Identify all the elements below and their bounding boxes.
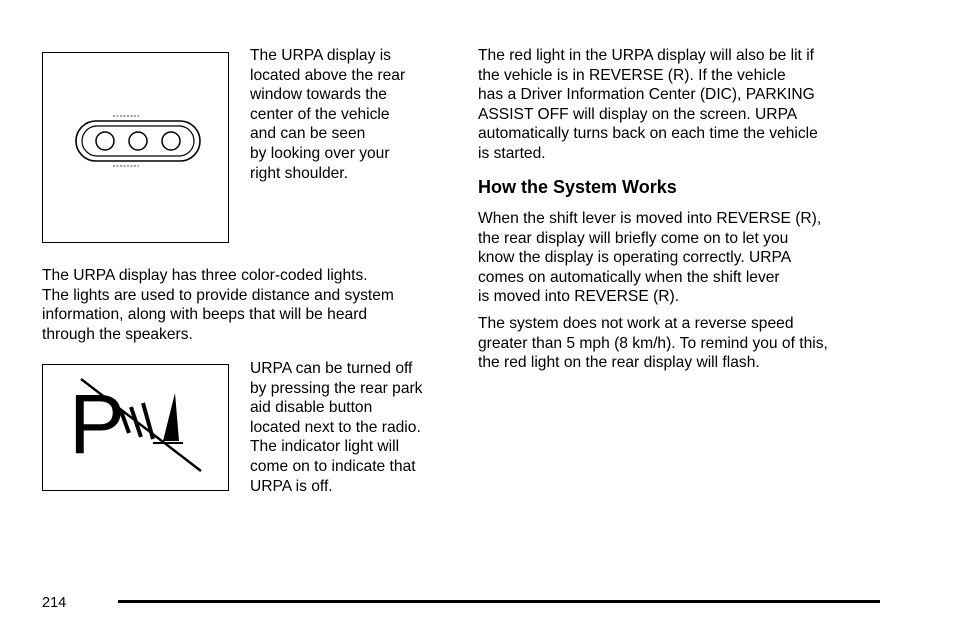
urpa-location-text: The URPA display is located above the rear window towards the center of the vehicle and can be seen by looking over your right shoulder. — [250, 47, 406, 182]
urpa-display-icon — [43, 53, 227, 241]
red-light-text: The red light in the URPA display will also be lit if the vehicle is in REVERSE (R). If the vehicle has a Driver Information Center (DIC), PARKING ASSIST OFF will display on the screen. URPA automatically turns back on each time the vehicle is started. — [478, 47, 818, 162]
speed-limit-text: The system does not work at a reverse speed greater than 5 mph (8 km/h). To remind you of this, the red light on the rear display will flash. — [478, 315, 828, 372]
system-works-text: When the shift lever is moved into REVERSE (R), the rear display will briefly come on to let you know the display is operating correctly. URPA comes on automatically when the shift lever is moved into REVERSE (R). — [478, 210, 822, 306]
park-aid-off-figure — [42, 364, 229, 491]
section-heading: How the System Works — [478, 177, 677, 197]
footer-rule — [118, 600, 880, 603]
urpa-lights-text: The URPA display has three color-coded lights. The lights are used to provide distance and system information, along with beeps that will be heard through the speakers. — [42, 267, 394, 343]
park-aid-glyph: P — [69, 377, 126, 471]
urpa-light-left — [96, 132, 114, 150]
urpa-display-inner-rim — [82, 126, 194, 156]
urpa-display-housing — [76, 121, 200, 161]
urpa-light-center — [129, 132, 147, 150]
urpa-display-figure — [42, 52, 229, 243]
urpa-light-right — [162, 132, 180, 150]
urpa-turn-off-text: URPA can be turned off by pressing the rear park aid disable button located next to the radio. The indicator light will come on to indicate that URPA is off. — [250, 360, 423, 495]
park-aid-off-icon — [43, 365, 227, 489]
obstacle-cone — [163, 393, 179, 441]
page-number: 214 — [42, 595, 67, 611]
